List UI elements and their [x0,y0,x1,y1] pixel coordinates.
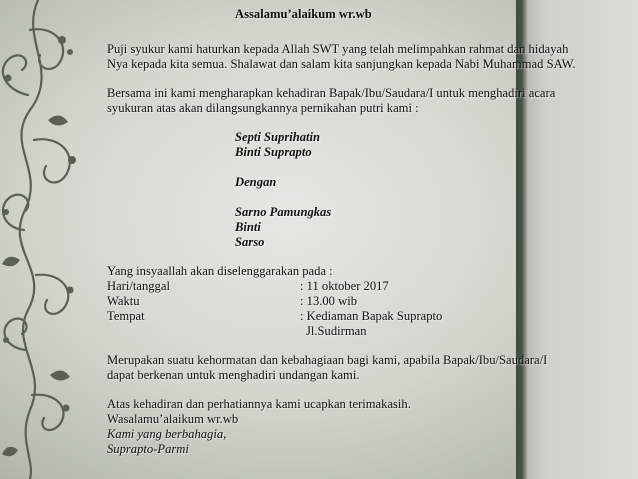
intro-line-1: Puji syukur kami haturkan kepada Allah SWT yang telah melimpahkan rahmat dan hidayah [107,42,569,56]
thanks: Atas kehadiran dan perhatiannya kami ucapkan terimakasih. [107,397,411,411]
detail-value-time: : 13.00 wib [300,294,358,308]
request-line-2: syukuran atas akan dilangsungkannya pernikahan putri kami : [107,101,419,115]
event-intro: Yang insyaallah akan diselenggarakan pada : [107,264,333,278]
detail-label-time: Waktu [107,294,140,308]
groom-relation: Binti [235,220,261,234]
detail-label-place: Tempat [107,309,145,323]
signature: Suprapto-Parmi [107,442,189,456]
closing-line-1: Merupakan suatu kehormatan dan kebahagiaan bagi kami, apabila Bapak/Ibu/Saudara/I [107,353,548,367]
detail-label-date: Hari/tanggal [107,279,170,293]
closing-line-2: dapat berkenan untuk menghadiri undangan kami. [107,368,360,382]
detail-value-place: : Kediaman Bapak Suprapto [300,309,443,323]
signoff: Kami yang berbahagia, [107,427,227,441]
bride-name: Septi Suprihatin [235,130,321,144]
farewell: Wasalamu’alaikum wr.wb [107,412,239,426]
connector: Dengan [235,175,277,189]
address: Jl.Sudirman [306,324,367,338]
intro-line-2: Nya kepada kita semua. Shalawat dan salam kita sanjungkan kepada Nabi Muhammad SAW. [107,57,576,71]
greeting: Assalamu’alaikum wr.wb [235,7,372,21]
bride-parent: Binti Suprapto [235,145,312,159]
groom-name: Sarno Pamungkas [235,205,332,219]
detail-value-date: : 11 oktober 2017 [300,279,389,293]
request-line-1: Bersama ini kami mengharapkan kehadiran Bapak/Ibu/Saudara/I untuk menghadiri acara [107,86,556,100]
groom-parent: Sarso [235,235,265,249]
